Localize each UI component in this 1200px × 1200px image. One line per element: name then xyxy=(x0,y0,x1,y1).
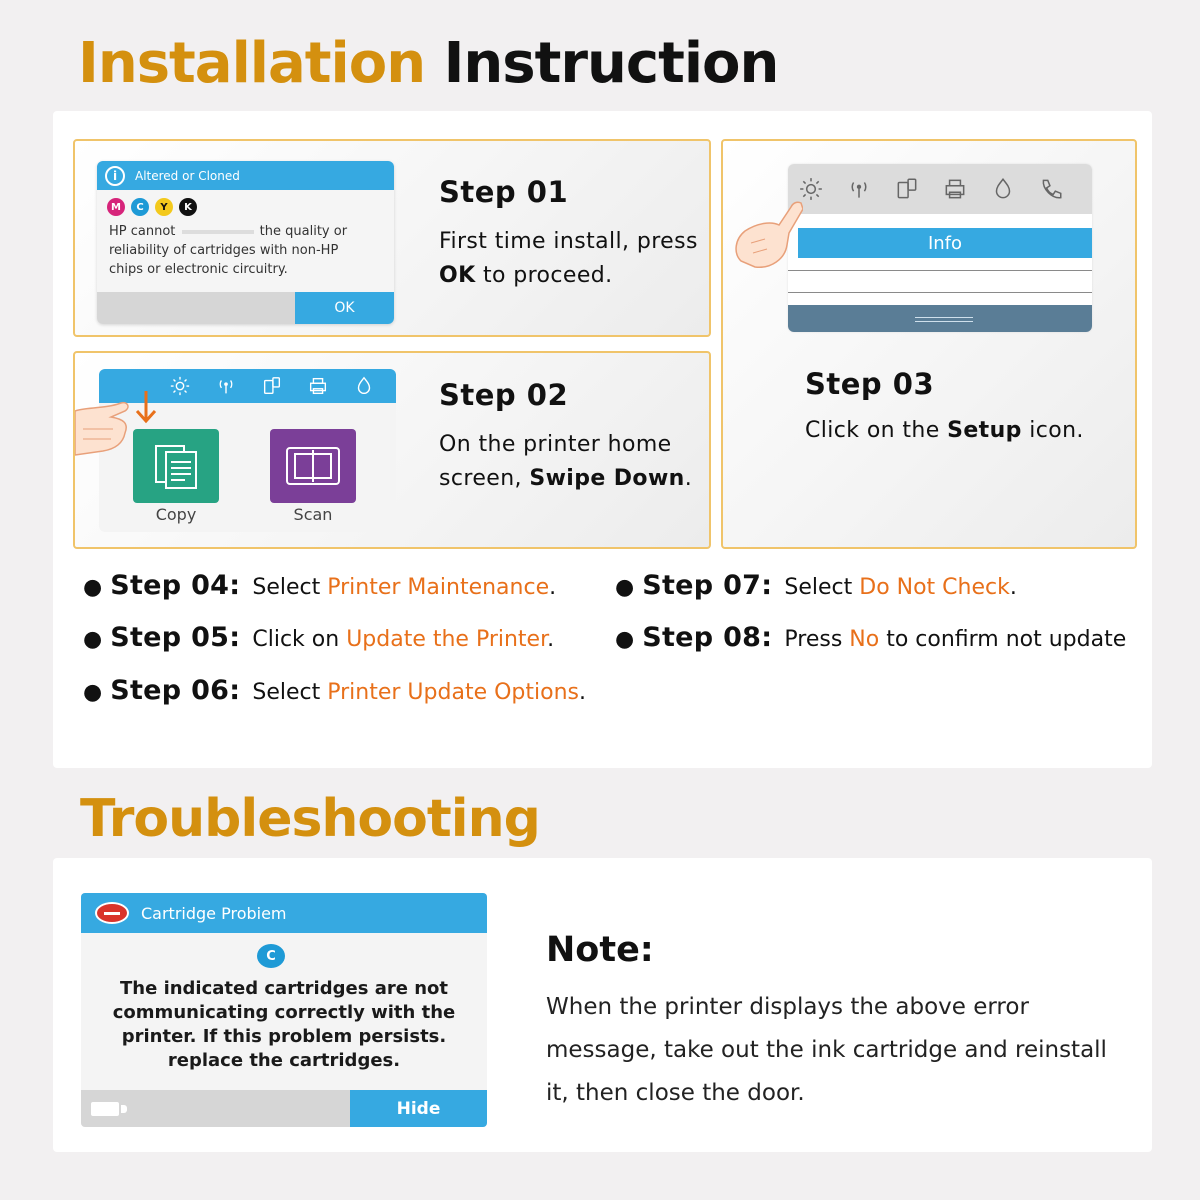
step02-desc-line1: On the printer home xyxy=(439,432,672,457)
phone-icon[interactable] xyxy=(1038,176,1064,202)
step06-pre: Select xyxy=(252,680,328,705)
page-title xyxy=(78,30,778,98)
step05-item xyxy=(83,622,554,653)
ink-cyan: C xyxy=(131,198,149,216)
ink-black: K xyxy=(179,198,197,216)
step02-card xyxy=(73,351,711,549)
step03-desc-bold: Setup xyxy=(947,418,1022,443)
copy-label: Copy xyxy=(155,505,197,524)
msg-mid: the quality or xyxy=(259,224,348,239)
step04-highlight: Printer Maintenance xyxy=(327,575,550,600)
battery-icon xyxy=(91,1102,119,1116)
msg-line2: reliability of cartridges with non-HP xyxy=(109,243,339,258)
troubleshooting-title: Troubleshooting xyxy=(80,789,540,849)
step04-post: . xyxy=(549,575,557,600)
step01-title: Step 01 xyxy=(439,175,569,209)
error-dialog xyxy=(81,893,487,1127)
mobile-print-icon[interactable] xyxy=(894,176,920,202)
dialog-footer xyxy=(97,292,394,324)
step08-post: to confirm not update xyxy=(879,627,1127,652)
step08-pre: Press xyxy=(784,627,850,652)
step02-desc-start: screen, xyxy=(439,466,530,491)
step02-desc-bold: Swipe Down xyxy=(529,466,685,491)
step07-label: Step 07: xyxy=(642,570,773,601)
ink-drop-icon[interactable] xyxy=(351,373,377,399)
settings-icon[interactable] xyxy=(167,373,193,399)
bullet: ● xyxy=(83,680,103,705)
wireless-icon[interactable] xyxy=(846,176,872,202)
redacted-blank xyxy=(182,230,254,234)
ink-dots xyxy=(97,190,394,216)
dialog-message xyxy=(97,216,394,279)
step08-item xyxy=(615,622,1126,653)
step05-pre: Click on xyxy=(252,627,347,652)
printer-icon[interactable] xyxy=(305,373,331,399)
hand-pointer-icon xyxy=(731,199,803,269)
ink-drop-icon[interactable] xyxy=(990,176,1016,202)
arrow-down-icon xyxy=(133,389,159,425)
step02-desc-end: . xyxy=(684,466,693,491)
divider xyxy=(788,292,1092,293)
dialog-title-bar xyxy=(97,161,394,190)
footer-spacer xyxy=(81,1090,350,1127)
step03-desc xyxy=(805,414,1084,448)
error-footer xyxy=(81,1090,487,1127)
step06-label: Step 06: xyxy=(110,675,241,706)
step02-desc xyxy=(439,428,692,496)
scan-icon xyxy=(283,444,343,488)
step03-card xyxy=(721,139,1137,549)
step08-highlight: No xyxy=(849,627,880,652)
setup-screen-bar xyxy=(788,164,1092,214)
wireless-icon[interactable] xyxy=(213,373,239,399)
bullet: ● xyxy=(615,627,635,652)
note-text: When the printer displays the above error message, take out the ink cartridge and reinstall it, then close the door. xyxy=(546,994,1107,1106)
battery-nub xyxy=(121,1105,127,1113)
info-icon: i xyxy=(105,166,125,186)
step01-card xyxy=(73,139,711,337)
step03-desc-start: Click on the xyxy=(805,418,948,443)
title-rest: Instruction xyxy=(443,31,779,96)
step04-pre: Select xyxy=(252,575,328,600)
step05-label: Step 05: xyxy=(110,622,241,653)
bullet: ● xyxy=(83,627,103,652)
bullet: ● xyxy=(83,575,103,600)
error-title-bar xyxy=(81,893,487,933)
ink-yellow: Y xyxy=(155,198,173,216)
msg-line3: chips or electronic circuitry. xyxy=(109,262,288,277)
mobile-print-icon[interactable] xyxy=(259,373,285,399)
step07-pre: Select xyxy=(784,575,860,600)
step06-post: . xyxy=(578,680,586,705)
step04-label: Step 04: xyxy=(110,570,241,601)
step01-desc-line1: First time install, press xyxy=(439,229,698,254)
msg-start: HP cannot xyxy=(109,224,176,239)
step02-title: Step 02 xyxy=(439,378,569,412)
stop-icon xyxy=(95,902,129,924)
cyan-cartridge-badge: C xyxy=(257,944,285,968)
handle-line xyxy=(915,321,973,322)
step05-highlight: Update the Printer xyxy=(346,627,548,652)
scan-label: Scan xyxy=(293,505,333,524)
step01-desc-bold: OK xyxy=(439,263,476,288)
step08-label: Step 08: xyxy=(642,622,773,653)
error-title: Cartridge Probiem xyxy=(141,903,287,923)
footer-spacer xyxy=(97,292,295,324)
error-message: The indicated cartridges are not communicating correctly with the printer. If this problem persists. replace the cartridges. xyxy=(112,978,456,1071)
ink-magenta: M xyxy=(107,198,125,216)
title-highlight: Installation xyxy=(78,31,426,96)
step06-item xyxy=(83,675,586,706)
step04-item xyxy=(83,570,556,601)
setup-screen xyxy=(788,164,1092,332)
divider xyxy=(788,270,1092,271)
step05-post: . xyxy=(547,627,555,652)
setup-screen-footer xyxy=(788,305,1092,332)
handle-line xyxy=(915,317,973,318)
step06-highlight: Printer Update Options xyxy=(327,680,579,705)
printer-icon[interactable] xyxy=(942,176,968,202)
ok-button[interactable]: OK xyxy=(295,292,394,324)
scan-tile[interactable] xyxy=(270,429,356,503)
step07-post: . xyxy=(1009,575,1017,600)
step01-desc xyxy=(439,225,698,293)
step01-desc-rest: to proceed. xyxy=(475,263,613,288)
altered-dialog xyxy=(97,161,394,324)
step07-item xyxy=(615,570,1017,601)
dialog-title: Altered or Cloned xyxy=(135,168,240,183)
hide-button[interactable]: Hide xyxy=(350,1090,487,1127)
info-menu-item[interactable]: Info xyxy=(798,228,1092,258)
note-title: Note: xyxy=(546,930,654,970)
step03-title: Step 03 xyxy=(805,367,935,401)
bullet: ● xyxy=(615,575,635,600)
step03-desc-end: icon. xyxy=(1021,418,1084,443)
step07-highlight: Do Not Check xyxy=(859,575,1010,600)
